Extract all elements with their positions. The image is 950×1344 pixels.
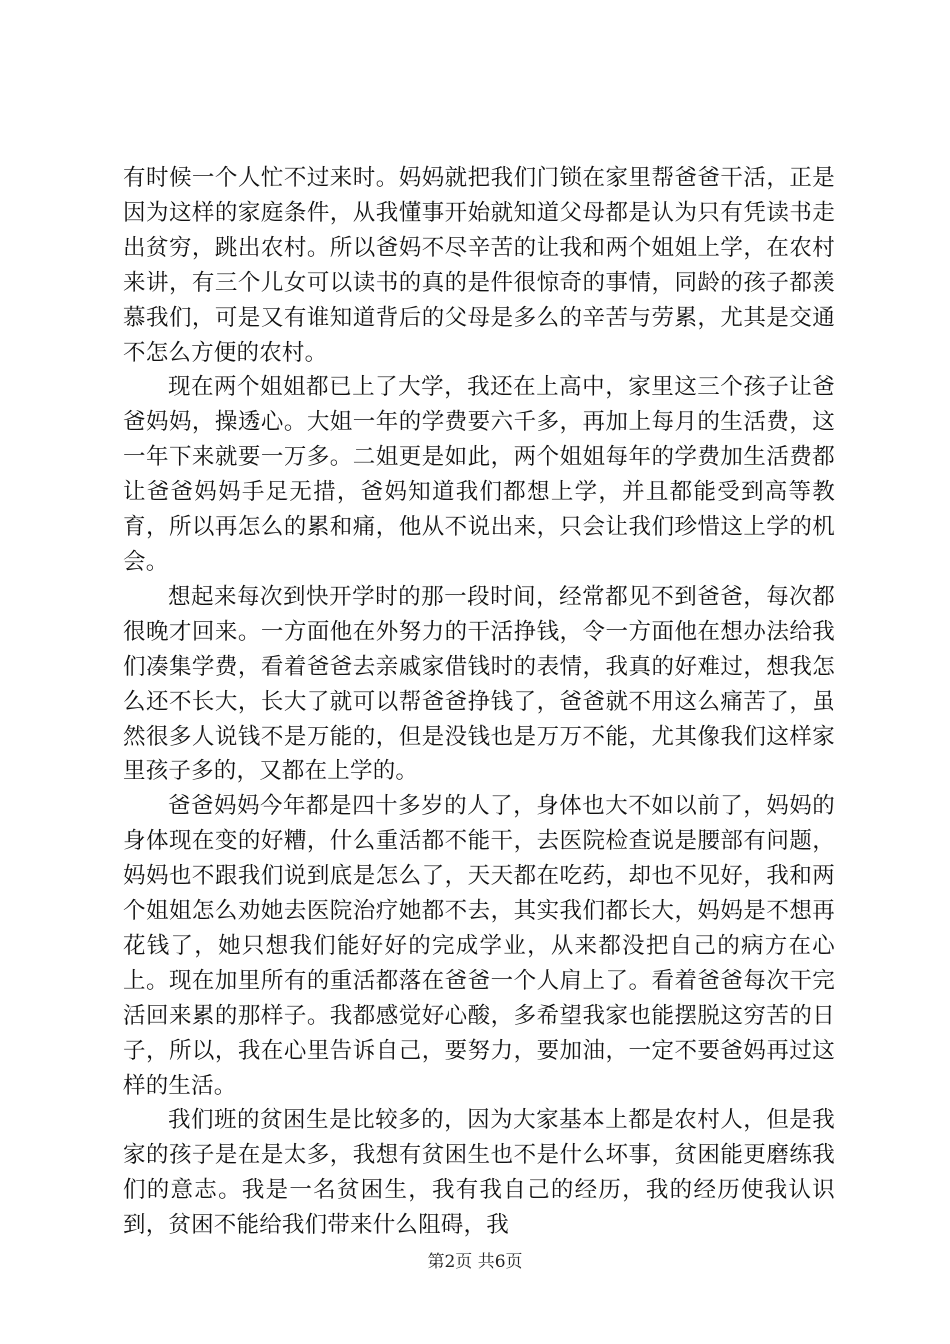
page-number-footer: 第2页 共6页 <box>427 1252 523 1272</box>
paragraph-4: 爸爸妈妈今年都是四十多岁的人了，身体也大不如以前了，妈妈的身体现在变的好糟，什么重活都不能干，去医院检查说是腰部有问题，妈妈也不跟我们说到底是怎么了，天天都在吃药，却也不见好，我和两个姐姐怎么劝她去医院治疗她都不去，其实我们都长大，妈妈是不想再花钱了，她只想我们能好好的完成学业，从来都没把自己的病方在心上。现在加里所有的重活都落在爸爸一个人肩上了。看着爸爸每次干完活回来累的那样子。我都感觉好心酸，多希望我家也能摆脱这穷苦的日子，所以，我在心里告诉自己，要努力，要加油，一定不要爸妈再过这样的生活。 <box>123 793 835 1099</box>
paragraph-1: 有时候一个人忙不过来时。妈妈就把我们门锁在家里帮爸爸干活，正是因为这样的家庭条件，从我懂事开始就知道父母都是认为只有凭读书走出贫穷，跳出农村。所以爸妈不尽辛苦的让我和两个姐姐上学，在农村来讲，有三个儿女可以读书的真的是件很惊奇的事情，同龄的孩子都羡慕我们，可是又有谁知道背后的父母是多么的辛苦与劳累，尤其是交通不怎么方便的农村。 <box>123 165 835 366</box>
document-body <box>123 161 835 1243</box>
paragraph-5: 我们班的贫困生是比较多的，因为大家基本上都是农村人，但是我家的孩子是在是太多，我想有贫困生也不是什么坏事，贫困能更磨练我们的意志。我是一名贫困生，我有我自己的经历，我的经历使我认识到，贫困不能给我们带来什么阻碍，我 <box>123 1107 835 1239</box>
paragraph-3: 想起来每次到快开学时的那一段时间，经常都见不到爸爸，每次都很晚才回来。一方面他在外努力的干活挣钱，令一方面他在想办法给我们凑集学费，看着爸爸去亲戚家借钱时的表情，我真的好难过，想我怎么还不长大，长大了就可以帮爸爸挣钱了，爸爸就不用这么痛苦了，虽然很多人说钱不是万能的，但是没钱也是万万不能，尤其像我们这样家里孩子多的，又都在上学的。 <box>123 583 835 785</box>
paragraph-2: 现在两个姐姐都已上了大学，我还在上高中，家里这三个孩子让爸爸妈妈，操透心。大姐一年的学费要六千多，再加上每月的生活费，这一年下来就要一万多。二姐更是如此，两个姐姐每年的学费加生活费都让爸爸妈妈手足无措，爸妈知道我们都想上学，并且都能受到高等教育，所以再怎么的累和痛，他从不说出来，只会让我们珍惜这上学的机会。 <box>123 374 835 575</box>
